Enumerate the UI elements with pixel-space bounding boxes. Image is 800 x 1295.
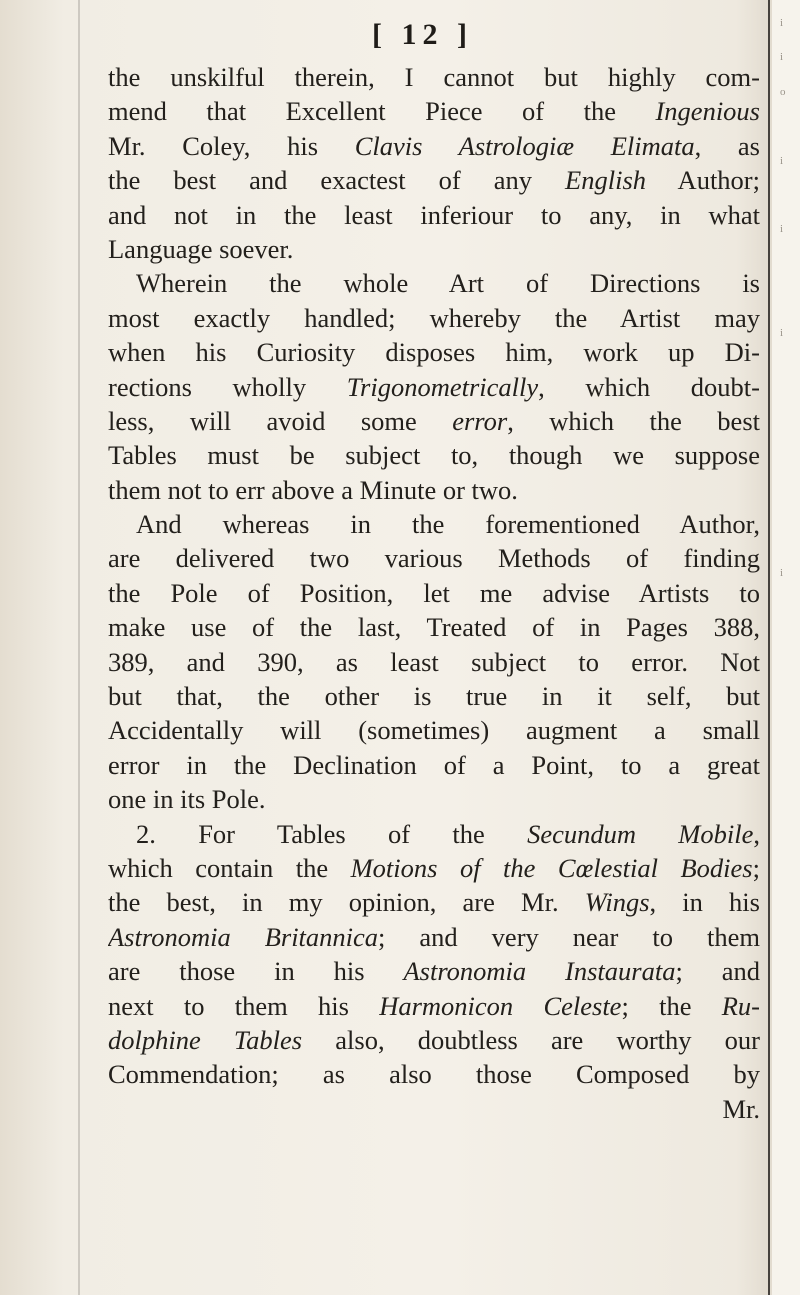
text-line bbox=[108, 679, 760, 713]
page-body-text bbox=[108, 60, 760, 1126]
text-line bbox=[108, 404, 760, 438]
text-segment: but that, the other is true in it self, but bbox=[108, 681, 760, 712]
facing-page-fragment: i bbox=[780, 326, 784, 339]
text-segment: the Pole of Position, let me advise Artists to bbox=[108, 577, 760, 608]
text-segment: the best, in my opinion, are Mr. bbox=[108, 887, 585, 918]
facing-page-fragment bbox=[780, 831, 800, 865]
italic-segment: English bbox=[565, 165, 647, 196]
page-edge bbox=[768, 0, 770, 1295]
facing-page-fragment bbox=[780, 109, 800, 143]
facing-page-fragment bbox=[780, 178, 800, 212]
text-segment: the best and exactest of any bbox=[108, 165, 566, 196]
text-segment: Mr. Coley, his bbox=[108, 130, 355, 161]
left-gutter-shadow bbox=[78, 0, 80, 1295]
facing-page-fragment: i bbox=[780, 51, 784, 64]
facing-page-fragment: i bbox=[780, 17, 784, 29]
facing-page-fragment bbox=[780, 281, 800, 315]
facing-page-fragment: i bbox=[780, 567, 784, 580]
facing-page-fragment: i bbox=[780, 223, 784, 236]
italic-segment: Astronomia Instaurata bbox=[403, 956, 676, 987]
text-segment: Accidentally will (sometimes) augment a small bbox=[108, 715, 760, 746]
facing-page-fragment bbox=[780, 797, 800, 831]
italic-segment: Secundum Mobile bbox=[527, 818, 754, 849]
text-line bbox=[108, 60, 760, 94]
text-line bbox=[108, 1023, 760, 1057]
facing-page-fragment bbox=[780, 384, 800, 418]
facing-page-fragment bbox=[780, 763, 800, 797]
italic-segment: Ru- bbox=[721, 990, 760, 1021]
text-segment: them not to err above a Minute or two. bbox=[108, 474, 518, 505]
text-line bbox=[108, 885, 760, 919]
text-segment: less, will avoid some bbox=[108, 405, 453, 436]
text-segment: error in the Declination of a Point, to a great bbox=[108, 749, 760, 780]
text-segment: mend that Excellent Piece of the bbox=[108, 96, 656, 127]
text-line bbox=[108, 232, 760, 266]
text-line bbox=[108, 1057, 760, 1091]
facing-page-fragment bbox=[780, 625, 800, 659]
text-line bbox=[108, 198, 760, 232]
text-segment: make use of the last, Treated of in Pages 388, bbox=[108, 612, 760, 643]
facing-page-fragment: i bbox=[780, 154, 784, 167]
text-line bbox=[108, 989, 760, 1023]
text-segment: ; bbox=[752, 852, 760, 883]
text-segment: which contain the bbox=[108, 852, 351, 883]
italic-segment: Harmonicon Celeste bbox=[379, 990, 622, 1021]
italic-segment: Astronomia Britannica bbox=[108, 921, 379, 952]
text-segment: are those in his bbox=[108, 956, 404, 987]
facing-page-fragment bbox=[780, 935, 800, 969]
page-number: [ 12 ] bbox=[372, 18, 473, 51]
text-line bbox=[108, 301, 760, 335]
text-segment: , which the best bbox=[507, 405, 760, 436]
text-line bbox=[108, 507, 760, 541]
facing-page-fragment bbox=[780, 728, 800, 762]
text-line bbox=[108, 954, 760, 988]
text-segment: one in its Pole. bbox=[108, 784, 266, 815]
text-segment: , as bbox=[694, 130, 760, 161]
text-segment: , in his bbox=[649, 887, 760, 918]
text-line bbox=[108, 438, 760, 472]
italic-segment: Motions of the Cœlestial Bodies bbox=[350, 852, 753, 883]
facing-page-fragment bbox=[780, 247, 800, 281]
facing-page-fragment: o bbox=[780, 85, 786, 98]
italic-segment: Wings bbox=[584, 887, 650, 918]
text-line bbox=[108, 851, 760, 885]
text-segment: ; and very near to them bbox=[378, 921, 760, 952]
text-line bbox=[108, 782, 760, 816]
text-segment: ; the bbox=[621, 990, 722, 1021]
facing-page-fragment bbox=[780, 694, 800, 728]
facing-page-edge bbox=[772, 0, 800, 1295]
facing-page-fragment bbox=[780, 1038, 800, 1072]
text-segment: Wherein the whole Art of Directions is bbox=[136, 268, 760, 299]
italic-segment: error bbox=[452, 405, 508, 436]
italic-segment: dolphine Tables bbox=[108, 1024, 303, 1055]
text-line bbox=[108, 129, 760, 163]
facing-page-fragment bbox=[780, 487, 800, 521]
facing-page-fragment bbox=[780, 522, 800, 556]
facing-page-fragment bbox=[780, 1003, 800, 1037]
text-segment: when his Curiosity disposes him, work up Di- bbox=[108, 337, 760, 368]
text-segment: 2. For Tables of the bbox=[136, 818, 528, 849]
text-segment: Author; bbox=[646, 165, 760, 196]
facing-page-fragment bbox=[780, 659, 800, 693]
italic-segment: Clavis Astrologiæ Elimata bbox=[354, 130, 695, 161]
facing-page-fragment bbox=[780, 591, 800, 625]
text-line bbox=[108, 713, 760, 747]
facing-page-fragment bbox=[780, 350, 800, 384]
text-line bbox=[108, 1092, 760, 1126]
facing-page-fragment bbox=[780, 900, 800, 934]
text-segment: also, doubtless are worthy our bbox=[302, 1024, 760, 1055]
text-segment: Commendation; as also those Composed by bbox=[108, 1059, 760, 1090]
text-line bbox=[108, 370, 760, 404]
text-segment: ; and bbox=[675, 956, 760, 987]
text-segment: 389, and 390, as least subject to error. Not bbox=[108, 646, 760, 677]
text-segment: rections wholly bbox=[108, 371, 347, 402]
text-line bbox=[108, 541, 760, 575]
facing-page-fragment bbox=[780, 419, 800, 453]
text-segment: Tables must be subject to, though we suppose bbox=[108, 440, 760, 471]
text-line bbox=[108, 920, 760, 954]
text-segment: And whereas in the forementioned Author, bbox=[136, 509, 760, 540]
text-line bbox=[108, 576, 760, 610]
text-segment: next to them his bbox=[108, 990, 380, 1021]
text-segment: Language soever. bbox=[108, 233, 294, 264]
text-line bbox=[108, 473, 760, 507]
text-line bbox=[108, 645, 760, 679]
facing-page-fragment bbox=[780, 866, 800, 900]
facing-page-fragment bbox=[780, 453, 800, 487]
text-segment: Mr. bbox=[722, 1093, 760, 1124]
text-segment: , bbox=[753, 818, 760, 849]
text-segment: and not in the least inferiour to any, in what bbox=[108, 199, 760, 230]
text-segment: the unskilful therein, I cannot but highly com- bbox=[108, 62, 760, 92]
text-line bbox=[108, 610, 760, 644]
text-line bbox=[108, 94, 760, 128]
text-segment: most exactly handled; whereby the Artist may bbox=[108, 302, 760, 333]
italic-segment: Ingenious bbox=[655, 96, 760, 127]
text-line bbox=[108, 748, 760, 782]
text-line bbox=[108, 163, 760, 197]
text-segment: are delivered two various Methods of finding bbox=[108, 543, 760, 574]
facing-page-text bbox=[780, 6, 800, 1072]
text-segment: , which doubt- bbox=[538, 371, 760, 402]
text-line bbox=[108, 335, 760, 369]
facing-page-fragment bbox=[780, 969, 800, 1003]
text-line bbox=[108, 266, 760, 300]
italic-segment: Trigonometrically bbox=[346, 371, 539, 402]
text-line bbox=[108, 817, 760, 851]
